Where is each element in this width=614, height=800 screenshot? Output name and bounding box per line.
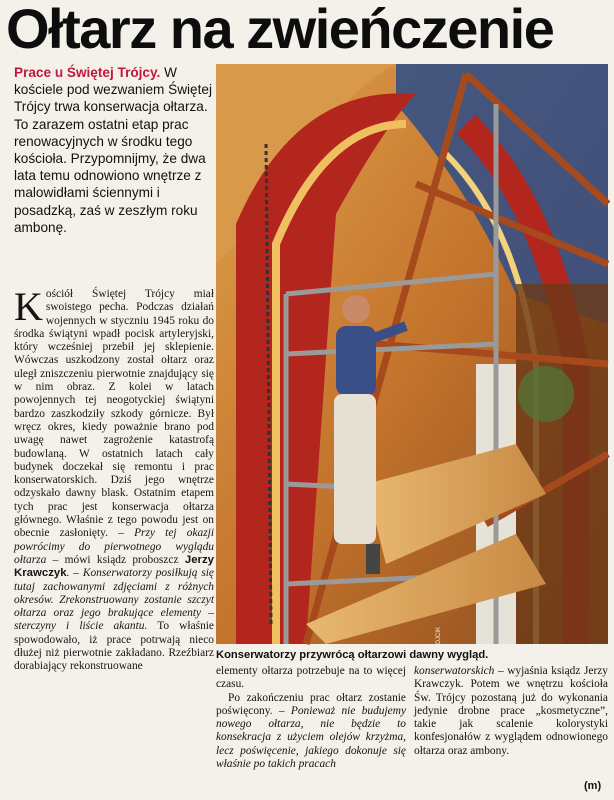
lead-text: W kościele pod wezwaniem Świętej Trójcy trwa konserwacja ołtarza. To zarazem ostatni etap prac renowacyjnych w środku tego kościoła. Przypomnijmy, że dwa lata temu odnowiono wnętrze z malowidłami ściennymi i posadzką, zaś w zeszłym roku ambonę.	[14, 65, 212, 235]
body-paragraph-2: To właśnie spowodowało, iż prace potrwają nieco dłużej niż pierwotnie zakładano. Rzeźbiarz dorabiający rekonstruowane	[14, 620, 214, 673]
photo-credit: fot. WOJCIECH WOJCIK	[436, 626, 442, 694]
col2-quote: – Ponieważ nie budujemy nowego ołtarza, nie będzie to konsekracja z użyciem olejów krzyżma, lecz poświęcenie, jakiego dokonuje się właśnie po takich pracach	[216, 704, 406, 771]
headline: Ołtarz na zwieńczenie	[6, 0, 554, 60]
quote-2: . – Konserwatorzy posiłkują się tutaj zachowanymi zdjęciami z różnych okresów. Zrekonstruowany zostanie szczyt ołtarza oraz jego brakujące elementy – sterczyny i liście akantu.	[14, 567, 214, 633]
quote-1: – Przy tej okazji powrócimy do pierwotnego wyglądu ołtarza	[14, 527, 214, 566]
photo-caption: Konserwatorzy przywrócą ołtarzowi dawny wygląd.	[216, 649, 489, 661]
body-paragraph-1: ościół Świętej Trójcy miał swoistego pecha. Podczas działań wojennych w styczniu 1945 roku do środka świątyni wpadł pocisk artyleryjski, który wcześniej przebił jej sklepienie. Wówczas uszkodzony został ołtarz oraz uległ zniszczeniu pierwotnie znajdujący się w nim obraz. Z kolei w latach powojennych tej neogotyckiej świątyni bardzo zaszkodziły szkody górnicze. Był wręcz okres, kiedy poważnie brano pod uwagę nawet zagrożenie katastrofą budowlaną. W ostatnich latach cały budynek doczekał się remontu i prac konserwatorskich. Dziś jego wnętrze odzyskało dawny blask. Ostatnim etapem tych prac jest konserwacja ołtarza głównego. Właśnie z tego powodu jest on obecnie zasłonięty.	[14, 288, 214, 540]
article-body-column-2	[216, 665, 406, 771]
col3-text: – wyjaśnia ksiądz Jerzy Krawczyk. Potem we wnętrzu kościoła Św. Trójcy pozostaną już do wykonania jedynie drobne prace „kosmetyczne”, takie jak scalenie kolorystyki konfesjonałów z wyglądem odnowionego ołtarza oraz ambony.	[414, 665, 608, 757]
drop-cap: K	[14, 284, 43, 329]
author-signature: (m)	[584, 780, 602, 792]
article-body-column-1	[14, 284, 214, 674]
altar-scaffolding-illustration	[216, 64, 608, 644]
col2-paragraph-2	[216, 692, 406, 772]
col3-quote: konserwatorskich	[414, 665, 495, 677]
col2-text: Po zakończeniu prac ołtarz zostanie poświęcony.	[216, 691, 406, 717]
attribution: – mówi ksiądz proboszcz	[46, 553, 185, 566]
lead-paragraph	[14, 64, 214, 236]
priest-name: Jerzy Krawczyk	[14, 553, 214, 580]
col2-paragraph-1: elementy ołtarza potrzebuje na to więcej czasu.	[216, 665, 406, 691]
article-body-column-3	[414, 665, 608, 758]
col3-paragraph	[414, 665, 608, 758]
lead-kicker: Prace u Świętej Trójcy.	[14, 65, 161, 80]
